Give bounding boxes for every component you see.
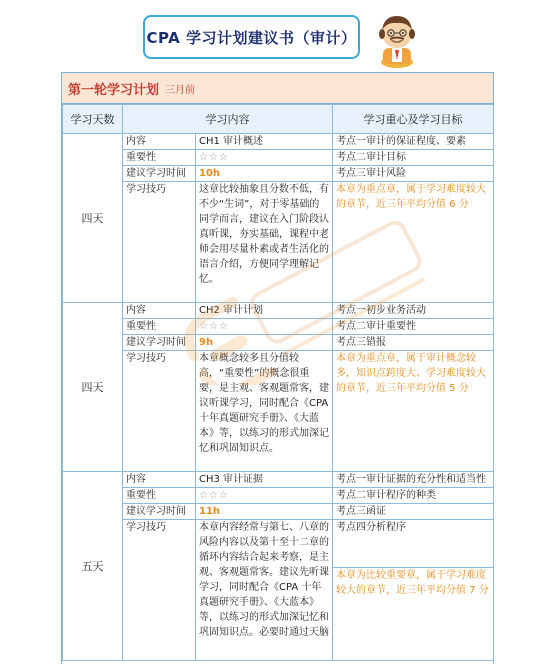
table-row (63, 472, 494, 488)
table-row (63, 166, 494, 182)
score-note: 近三年平均分值 5 分 (376, 383, 469, 394)
importance-label: 重要性 (123, 150, 196, 166)
chapter-name: CH1 审计概述 (196, 134, 333, 150)
skill-label: 学习技巧 (123, 182, 196, 303)
score-note: 近三年平均分值 6 分 (376, 199, 469, 210)
difficulty-note: 本章为比较重要章，属于学习难度较大的章节， (336, 570, 486, 596)
time-label: 建议学习时间 (123, 504, 196, 520)
days-cell: 四天 (63, 303, 123, 472)
skill-text: 这章比较抽象且分数不低，有不少“生词”，对于零基础的同学而言，建议在入门阶段认真听课，夯实基础，课程中老师会用尽量朴素或者生活化的语言介绍，方便同学理解记忆。 (196, 182, 333, 303)
goal-item: 考点一审计的保证程度、要素 (333, 134, 494, 150)
time-label: 建议学习时间 (123, 166, 196, 182)
table-row (63, 182, 494, 301)
difficulty-note: 本章为重点章，属于审计概念较多，知识点跨度大、学习难度较大的章节， (336, 353, 486, 394)
importance-stars: ☆☆☆ (196, 488, 333, 504)
goal-note (333, 351, 494, 471)
chapter-name: CH2 审计计划 (196, 303, 333, 319)
days-cell: 四天 (63, 134, 123, 303)
plan-title: 第一轮学习计划 (68, 82, 160, 98)
header-days: 学习天数 (63, 105, 123, 134)
goal-item: 考点三错报 (333, 335, 494, 351)
goal-filler (333, 659, 494, 661)
importance-stars: ☆☆☆ (196, 319, 333, 335)
goal-item: 考点三函证 (333, 504, 494, 520)
table-row (63, 134, 494, 150)
goal-note (333, 568, 494, 660)
skill-label: 学习技巧 (123, 351, 196, 472)
goal-item: 考点四分析程序 (333, 520, 494, 568)
goal-note (333, 182, 494, 301)
table-row (63, 351, 494, 471)
study-plan-panel (61, 72, 494, 664)
chapter-name: CH3 审计证据 (196, 472, 333, 488)
time-label: 建议学习时间 (123, 335, 196, 351)
difficulty-note: 本章为重点章，属于学习难度较大的章节， (336, 184, 486, 210)
plan-title-bar (62, 73, 493, 104)
table-row (63, 303, 494, 319)
skill-label: 学习技巧 (123, 520, 196, 661)
score-note: 近三年平均分值 7 分 (396, 585, 489, 596)
goal-item: 考点二审计目标 (333, 150, 494, 166)
table-row (63, 335, 494, 351)
header-goals: 学习重心及学习目标 (333, 105, 494, 134)
header-content: 学习内容 (123, 105, 333, 134)
table-row (63, 319, 494, 335)
goal-item: 考点二审计程序的种类 (333, 488, 494, 504)
table-header-row (63, 105, 494, 134)
table-row (63, 150, 494, 166)
content-label: 内容 (123, 134, 196, 150)
table-row (63, 504, 494, 520)
importance-stars: ☆☆☆ (196, 150, 333, 166)
goal-item: 考点一审计证据的充分性和适当性 (333, 472, 494, 488)
skill-text: 本章内容经常与第七、八章的风险内容以及第十至十二章的循环内容结合起来考察，是主观、客观题常客。建议先听课学习，同时配合《CPA 十年真题研究手册》、《大蓝本》等，以练习的形式加深记忆和巩固知识点。必要时通过天脑 (196, 520, 333, 661)
plan-subtitle: 三月前 (165, 84, 196, 96)
importance-label: 重要性 (123, 319, 196, 335)
goal-item: 考点一初步业务活动 (333, 303, 494, 319)
importance-label: 重要性 (123, 488, 196, 504)
table-row (63, 488, 494, 504)
page-header (0, 0, 550, 72)
study-time: 11h (196, 504, 333, 520)
page-title: CPA 学习计划建议书（审计） (143, 15, 360, 59)
content-label: 内容 (123, 472, 196, 488)
study-time: 10h (196, 166, 333, 182)
study-plan-table (62, 104, 494, 661)
goal-item: 考点二审计重要性 (333, 319, 494, 335)
goal-item: 考点三审计风险 (333, 166, 494, 182)
content-label: 内容 (123, 303, 196, 319)
skill-text: 本章概念较多且分值较高，“重要性”的概念很重要，是主观、客观题常客，建议听课学习，同时配合《CPA 十年真题研究手册》、《大蓝本》等，以练习的形式加深记忆和巩固知识点。 (196, 351, 333, 472)
cartoon-teacher-icon (370, 10, 424, 68)
days-cell: 五天 (63, 472, 123, 661)
study-time: 9h (196, 335, 333, 351)
table-row (63, 520, 494, 568)
